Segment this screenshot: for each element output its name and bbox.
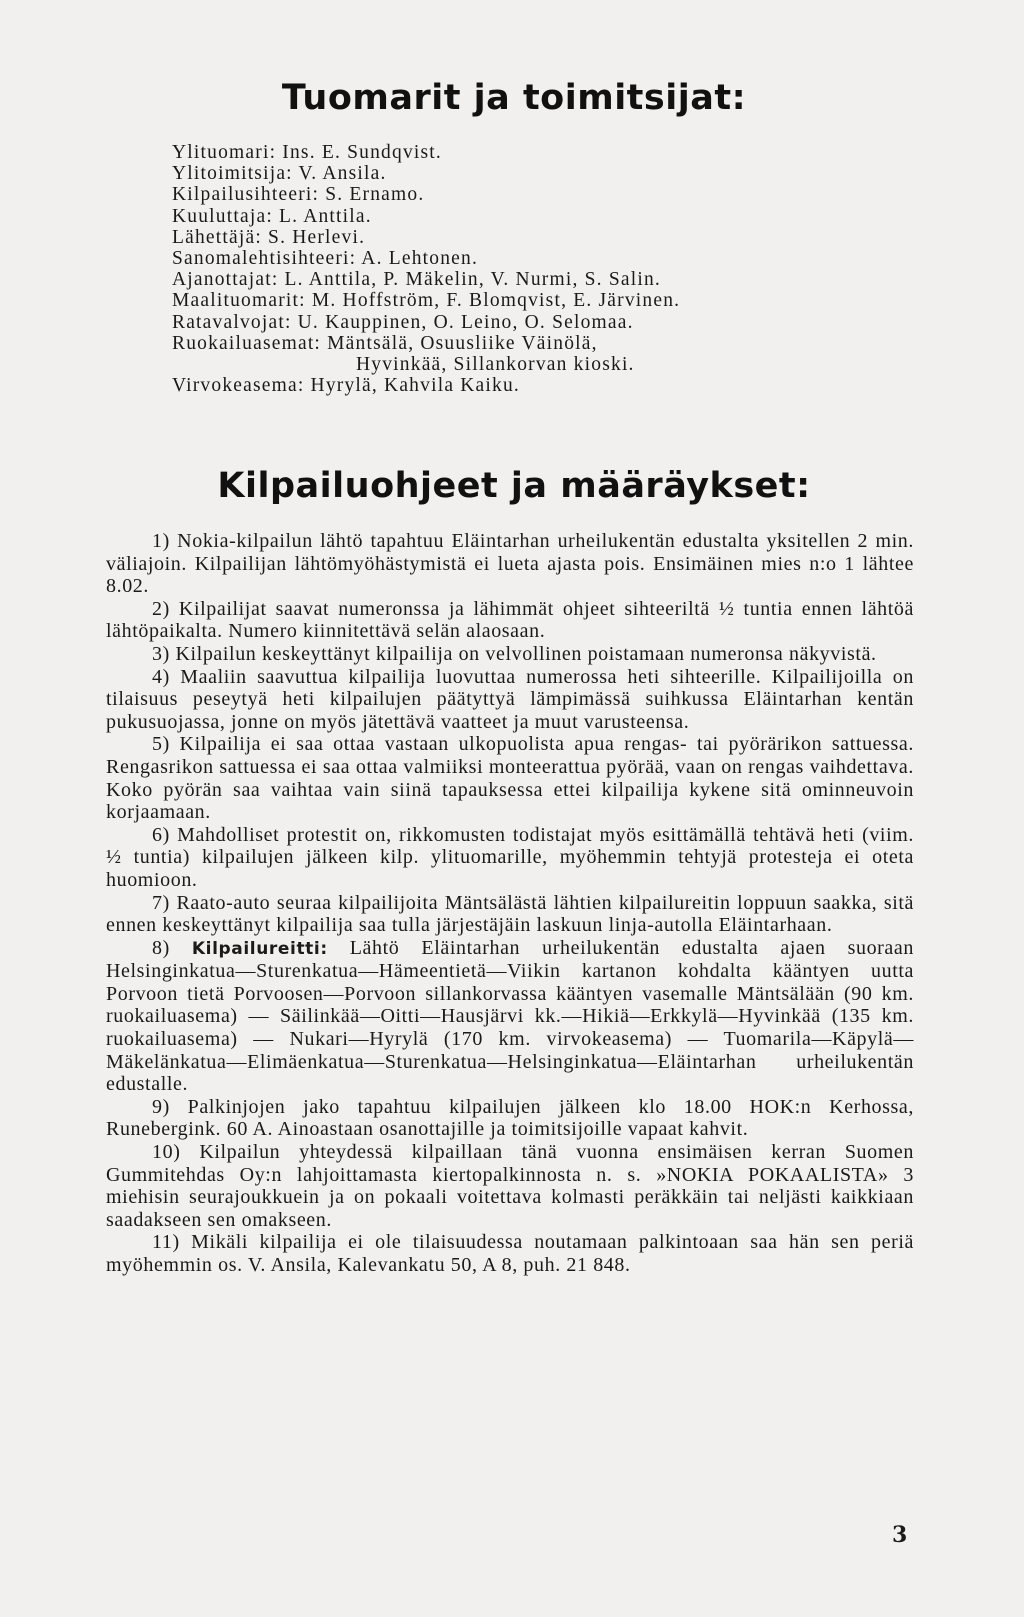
officials-list <box>172 142 680 396</box>
official-line: Ratavalvojat: U. Kauppinen, O. Leino, O. Selomaa. <box>172 311 634 333</box>
official-line: Lähettäjä: S. Herlevi. <box>172 226 366 248</box>
official-line: Sanomalehtisihteeri: A. Lehtonen. <box>172 248 479 270</box>
officials-heading: Tuomarit ja toimitsijat: <box>281 78 747 118</box>
rule-paragraph: 5) Kilpailija ei saa ottaa vastaan ulkopuolista apua rengas- tai pyörärikon sattuessa. Rengasrikon sattuessa ei saa ottaa valmiiksi monteerattua pyörää, vaan on rengas vaihdettava. Koko pyörän saa vaihtaa vain siinä tapauksessa ettei kilpailija kykene sitä ominneuvoin korjaamaan. <box>106 733 914 824</box>
official-line: Kuuluttaja: L. Anttila. <box>172 205 372 227</box>
rule-paragraph: 3) Kilpailun keskeyttänyt kilpailija on velvollinen poistamaan numeronsa näkyvistä. <box>152 642 877 665</box>
rule-paragraph: 1) Nokia-kilpailun lähtö tapahtuu Eläintarhan urheilukentän edustalta yksitellen 2 min. väliajoin. Kilpailijan lähtömyöhästymistä ei lueta ajasta pois. Ensimäinen mies n:o 1 lähtee 8.02. <box>106 530 914 598</box>
route-rule-number: 8) <box>152 936 170 959</box>
rules-heading: Kilpailuohjeet ja määräykset: <box>217 466 811 506</box>
route-rule-label: Kilpailureitti: <box>191 938 328 959</box>
official-line: Hyvinkää, Sillankorvan kioski. <box>356 354 635 376</box>
route-rule-paragraph <box>106 937 914 1096</box>
official-line: Ruokailuasemat: Mäntsälä, Osuusliike Väinölä, <box>172 332 598 354</box>
rule-paragraph: 6) Mahdolliset protestit on, rikkomusten todistajat myös esittämällä tehtävä heti (viim. ½ tuntia) kilpailujen jälkeen kilp. ylituomarille, myöhemmin tehtyjä protesteja ei oteta huomioon. <box>106 823 914 891</box>
official-line: Ylitoimitsija: V. Ansila. <box>172 163 387 185</box>
rule-paragraph: 4) Maaliin saavuttua kilpailija luovuttaa numerossa heti sihteerille. Kilpailijoilla on tilaisuus peseytyä heti kilpailujen päätyttyä lämpimässä suihkussa Eläintarhan kentän pukusuojassa, jonne on myös jätettävä vaatteet ja muut varusteensa. <box>106 665 914 733</box>
rule-paragraph: 11) Mikäli kilpailija ei ole tilaisuudessa noutamaan palkintoaan saa hän sen periä myöhemmin os. V. Ansila, Kalevankatu 50, A 8, puh. 21 848. <box>106 1231 914 1276</box>
rule-paragraph: 10) Kilpailun yhteydessä kilpaillaan tänä vuonna ensimäisen kerran Suomen Gummitehdas Oy:n lahjoittamasta kiertopalkinnosta n. s. »NOKIA POKAALISTA» 3 miehisin seurajoukkuein ja on pokaali voitettava kolmasti peräkkäin tai neljästi kaikkiaan saadakseen sen omakseen. <box>106 1141 914 1231</box>
rules-list <box>106 530 914 1277</box>
official-line: Virvokeasema: Hyrylä, Kahvila Kaiku. <box>172 375 520 397</box>
rule-paragraph: 9) Palkinjojen jako tapahtuu kilpailujen jälkeen klo 18.00 HOK:n Kerhossa, Runebergink. 60 A. Ainoastaan osanottajille ja toimitsijoille vapaat kahvit. <box>106 1095 914 1141</box>
official-line: Kilpailusihteeri: S. Ernamo. <box>172 184 425 206</box>
route-rule-text: Lähtö Eläintarhan urheilukentän edustalta ajaen suoraan Helsinginkatua—Sturenkatua—Hämeentietä—Viikin kartanon kohdalta kääntyen uutta Porvoon tietä Porvoosen—Porvoon sillankorvassa kääntyen vasemalle Mäntsälään (90 km. ruokailuasema) — Säilinkää—Oitti—Hausjärvi kk.—Hikiä—Erkkylä—Hyvinkää (135 km. ruokailuasema) — Nukari—Hyrylä (170 km. virvokeasema) — Tuomarila—Käpylä—Mäkelänkatua—Elimäenkatua—Sturenkatua—Helsinginkatua—Eläintarhan urheilukentän edustalle. <box>106 936 914 1096</box>
rule-paragraph: 2) Kilpailijat saavat numeronssa ja lähimmät ohjeet sihteeriltä ½ tuntia ennen lähtöä lähtöpaikalta. Numero kiinnitettävä selän alaosaan. <box>106 597 914 643</box>
rule-paragraph: 7) Raato-auto seuraa kilpailijoita Mäntsälästä lähtien kilpailureitin loppuun saakka, sitä ennen keskeyttänyt kilpailija saa tulla järjestäjäin laskuun linja-autolla Eläintarhaan. <box>106 891 914 937</box>
official-line: Ajanottajat: L. Anttila, P. Mäkelin, V. Nurmi, S. Salin. <box>172 269 661 291</box>
official-line: Ylituomari: Ins. E. Sundqvist. <box>172 142 442 163</box>
page-number: 3 <box>892 1522 908 1548</box>
official-line: Maalituomarit: M. Hoffström, F. Blomqvist, E. Järvinen. <box>172 290 681 312</box>
